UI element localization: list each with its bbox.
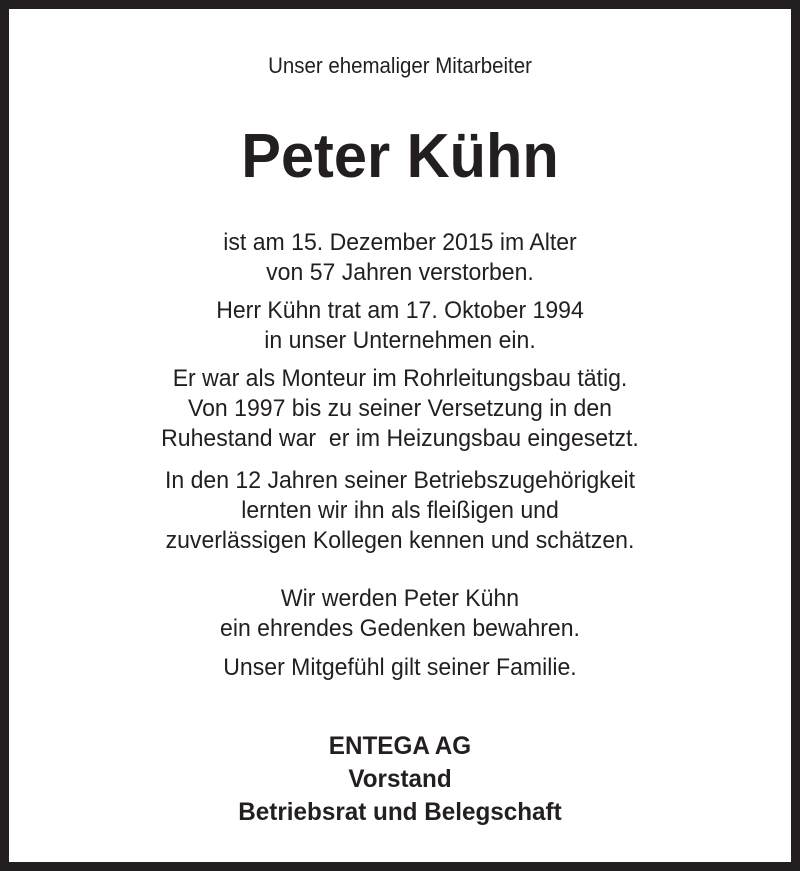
intro-text: Unser ehemaliger Mitarbeiter	[268, 53, 532, 78]
paragraph-line: Herr Kühn trat am 17. Oktober 1994	[216, 297, 584, 324]
paragraph-line: lernten wir ihn als fleißigen und	[241, 497, 559, 524]
deceased-name: Peter Kühn	[241, 122, 559, 191]
paragraph-line: ein ehrendes Gedenken bewahren.	[220, 615, 580, 642]
paragraph-line: Unser Mitgefühl gilt seiner Familie.	[223, 654, 577, 681]
paragraph-line: Ruhestand war er im Heizungsbau eingesetzt.	[161, 425, 639, 452]
paragraph-line: Von 1997 bis zu seiner Versetzung in den	[188, 395, 612, 422]
signature-company: ENTEGA AG	[328, 732, 472, 760]
paragraph-line: ist am 15. Dezember 2015 im Alter	[223, 229, 577, 256]
paragraph-line: von 57 Jahren verstorben.	[266, 259, 534, 286]
signature-board: Vorstand	[348, 765, 452, 793]
paragraph-line: zuverlässigen Kollegen kennen und schätzen.	[165, 527, 635, 554]
paragraph-line: in unser Unternehmen ein.	[264, 327, 536, 354]
paragraph-line: Er war als Monteur im Rohrleitungsbau tätig.	[172, 365, 628, 392]
signature-staff: Betriebsrat und Belegschaft	[238, 798, 562, 826]
paragraph-line: Wir werden Peter Kühn	[280, 585, 520, 612]
paragraph-line: In den 12 Jahren seiner Betriebszugehörigkeit	[164, 467, 636, 494]
